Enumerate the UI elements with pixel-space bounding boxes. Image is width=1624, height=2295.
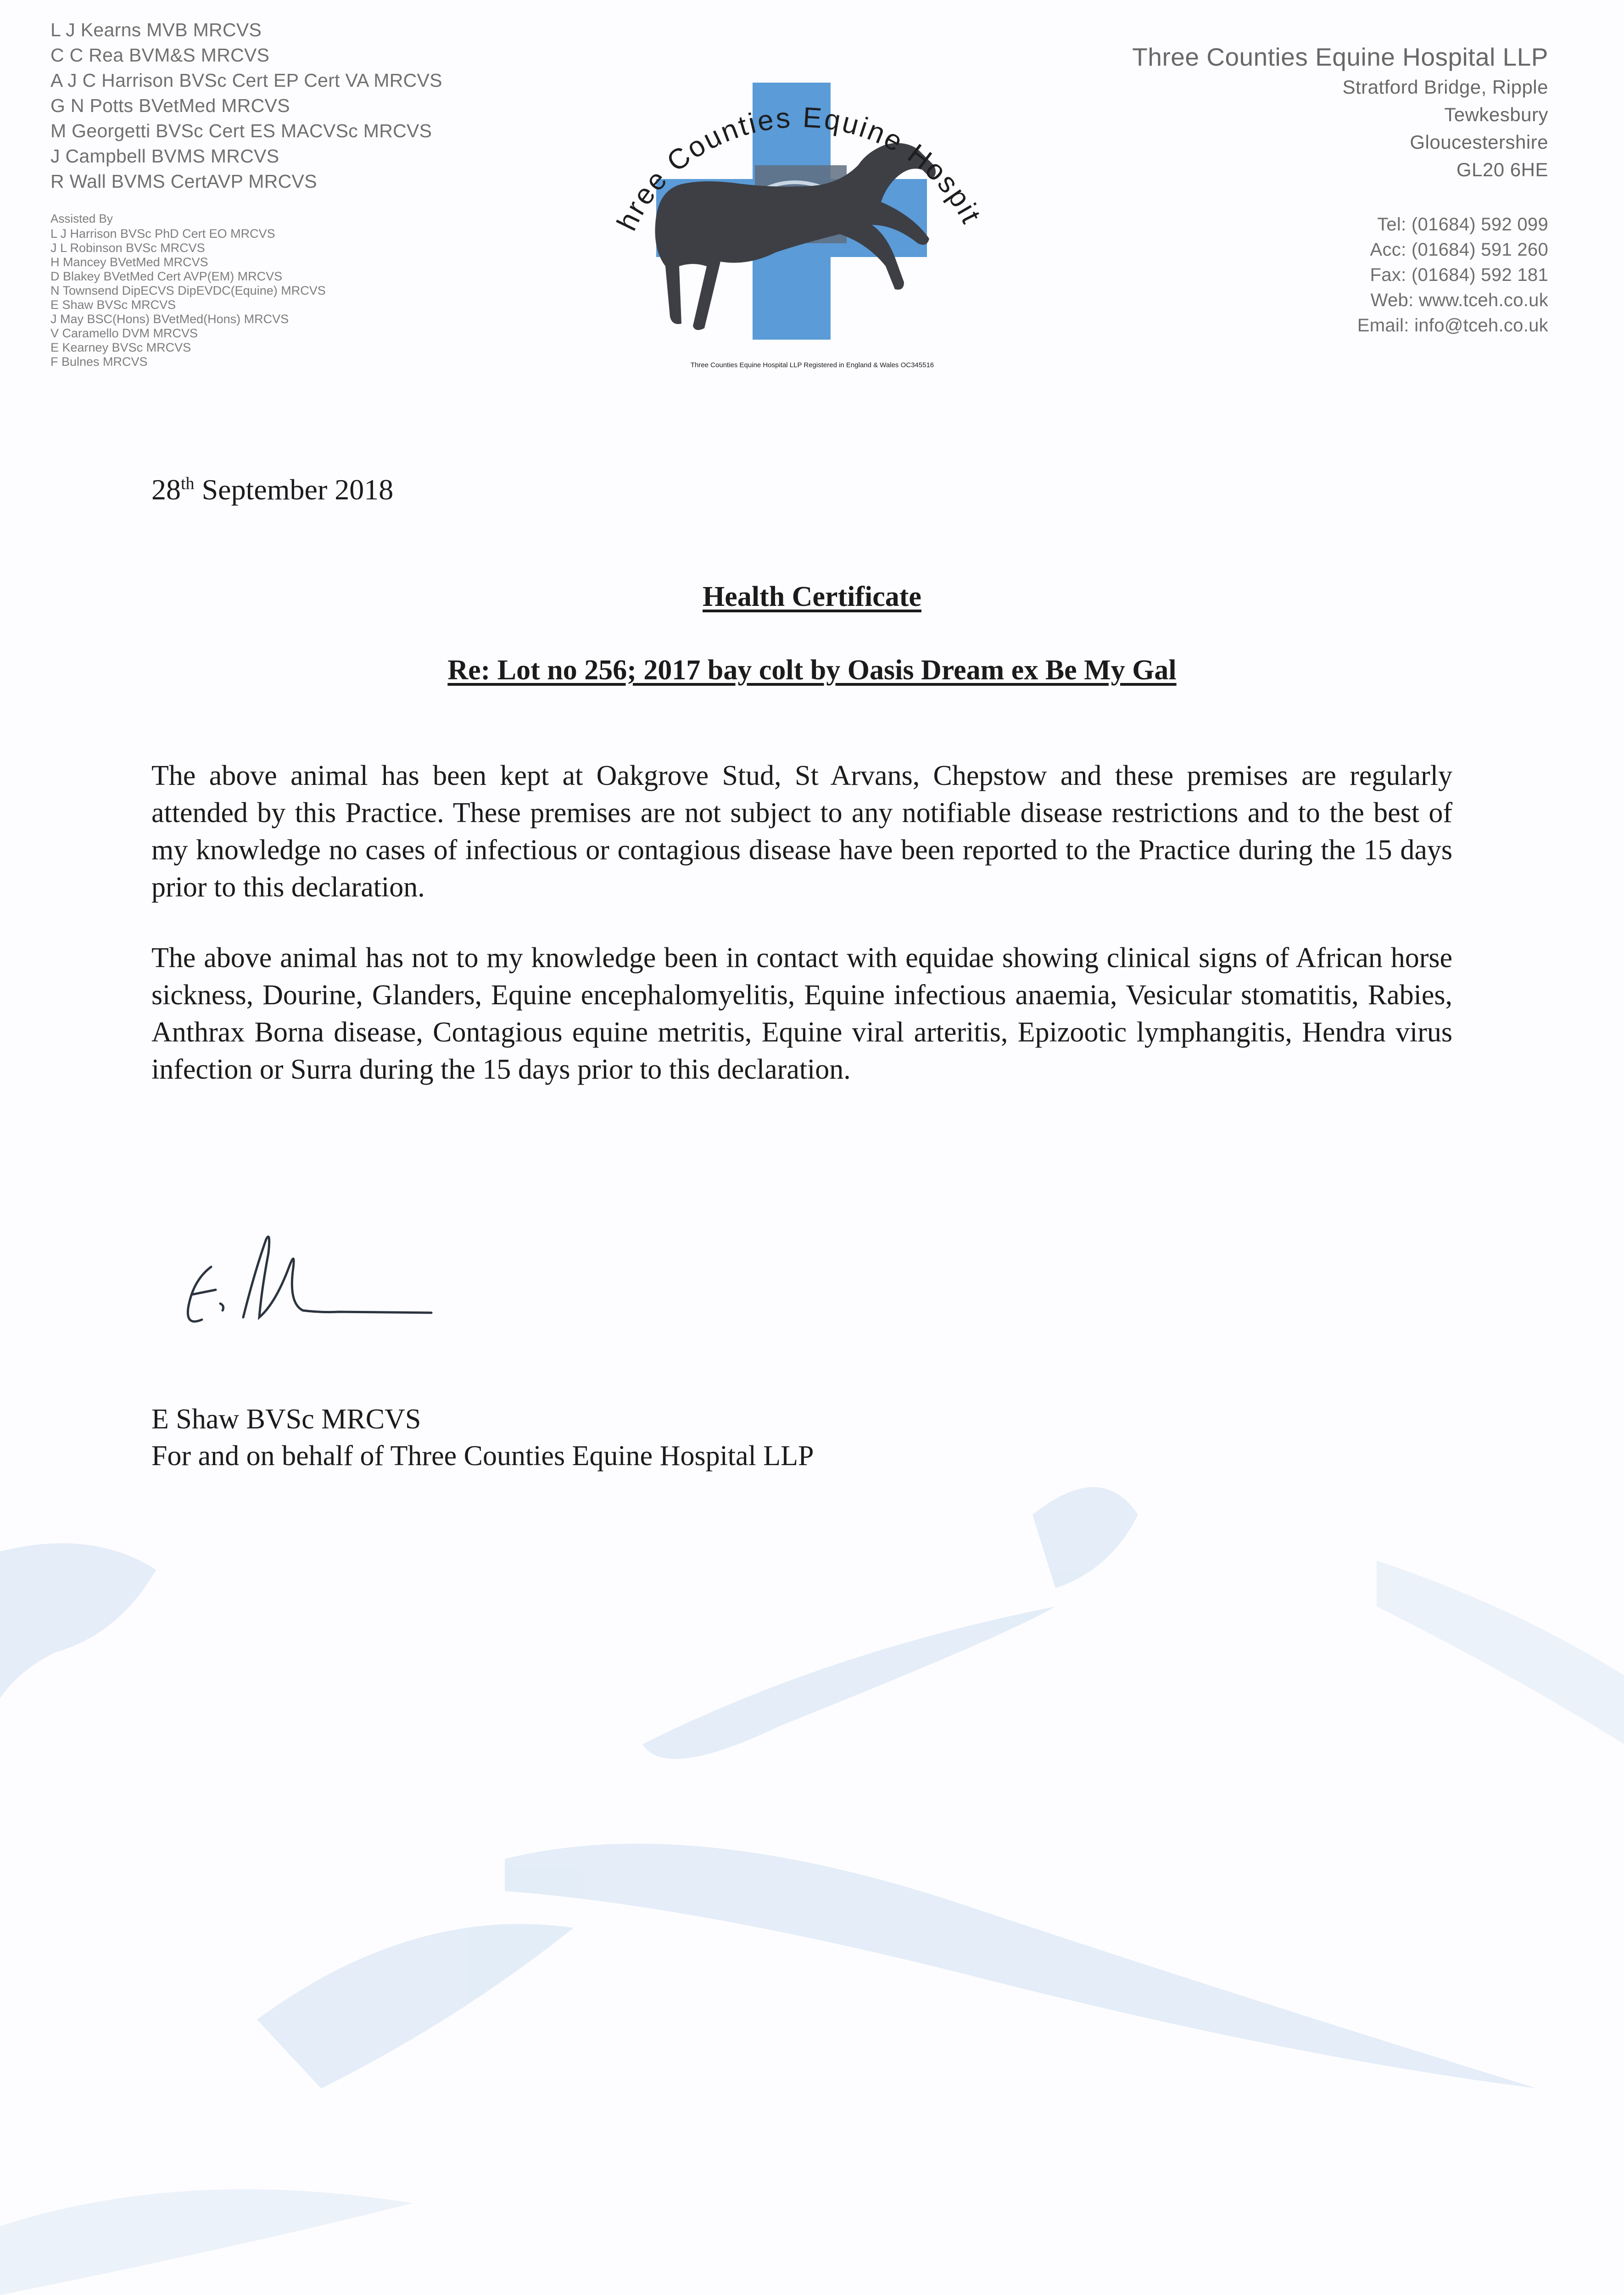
date-rest: September 2018 [194,473,394,506]
contact-acc: Acc: (01684) 591 260 [1370,240,1548,260]
assistant-line: H Mancey BVetMed MRCVS [50,255,208,269]
partner-line: A J C Harrison BVSc Cert EP Cert VA MRCVS [50,70,442,91]
company-address [998,40,1548,184]
horse-cross-logo-icon [601,50,1023,381]
company-contacts [998,212,1548,338]
handwritten-signature [174,1212,468,1359]
signer-block [151,1401,814,1474]
body-paragraph-contact: The above animal has not to my knowledge been in contact with equidae showing clinical signs of African horse sickness, Dourine, Glanders, Equine encephalomyelitis, Equine infectious anaemia, Vesicular stomatitis, Rabies, Anthrax Borna disease, Contagious equine metritis, Equine viral arteritis, Epizootic lymphangitis, Hendra virus infection or Surra during the 15 days prior to this declaration. [151,942,1452,1085]
partner-line: M Georgetti BVSc Cert ES MACVSc MRCVS [50,120,432,141]
hospital-logo [601,50,1023,381]
partner-line: G N Potts BVetMed MRCVS [50,95,290,116]
address-line: Tewkesbury [1444,104,1548,125]
address-line: Stratford Bridge, Ripple [1342,76,1548,98]
body-paragraph-premises: The above animal has been kept at Oakgrove Stud, St Arvans, Chepstow and these premises are regularly attended by this Practice. These premises are not subject to any notifiable disease restrictions and to the best of my knowledge no cases of infectious or contagious disease have been reported to the Practice during the 15 days prior to this declaration. [151,760,1452,903]
assisted-heading: Assisted By [50,212,113,225]
signer-name: E Shaw BVSc MRCVS [151,1404,421,1435]
contact-tel: Tel: (01684) 592 099 [1377,214,1548,235]
assistant-line: N Townsend DipECVS DipEVDC(Equine) MRCVS [50,284,326,297]
logo-registration: Three Counties Equine Hospital LLP Registered in England & Wales OC345516 [690,361,934,369]
date-suffix: th [181,474,195,493]
address-line: Gloucestershire [1410,131,1548,153]
assistant-line: J May BSC(Hons) BVetMed(Hons) MRCVS [50,312,289,326]
signer-on-behalf: For and on behalf of Three Counties Equine Hospital LLP [151,1440,814,1472]
partner-line: J Campbell BVMS MRCVS [50,146,279,167]
partner-line: L J Kearns MVB MRCVS [50,19,262,40]
company-name: Three Counties Equine Hospital LLP [1132,43,1548,71]
contact-email: Email: info@tceh.co.uk [1357,315,1548,336]
contact-web: Web: www.tceh.co.uk [1370,290,1548,310]
assistant-line: F Bulnes MRCVS [50,355,148,369]
partner-list [50,17,601,194]
assistant-line: E Kearney BVSc MRCVS [50,341,191,354]
assistant-line: V Caramello DVM MRCVS [50,326,198,340]
date-day: 28 [151,473,181,506]
assistant-list [50,210,601,369]
contact-fax: Fax: (01684) 592 181 [1370,265,1548,285]
address-line: GL20 6HE [1456,159,1548,180]
certificate-title: Health Certificate [703,581,921,612]
logo-arc-text: hree Counties Equine Hospit [611,101,988,235]
partner-line: C C Rea BVM&S MRCVS [50,45,270,66]
assistant-line: D Blakey BVetMed Cert AVP(EM) MRCVS [50,269,283,283]
letter-date [151,473,393,507]
assistant-line: L J Harrison BVSc PhD Cert EO MRCVS [50,227,275,241]
certificate-subject: Re: Lot no 256; 2017 bay colt by Oasis Dream ex Be My Gal [447,655,1177,686]
assistant-line: J L Robinson BVSc MRCVS [50,241,205,255]
partner-line: R Wall BVMS CertAVP MRCVS [50,171,317,192]
assistant-line: E Shaw BVSc MRCVS [50,298,176,312]
